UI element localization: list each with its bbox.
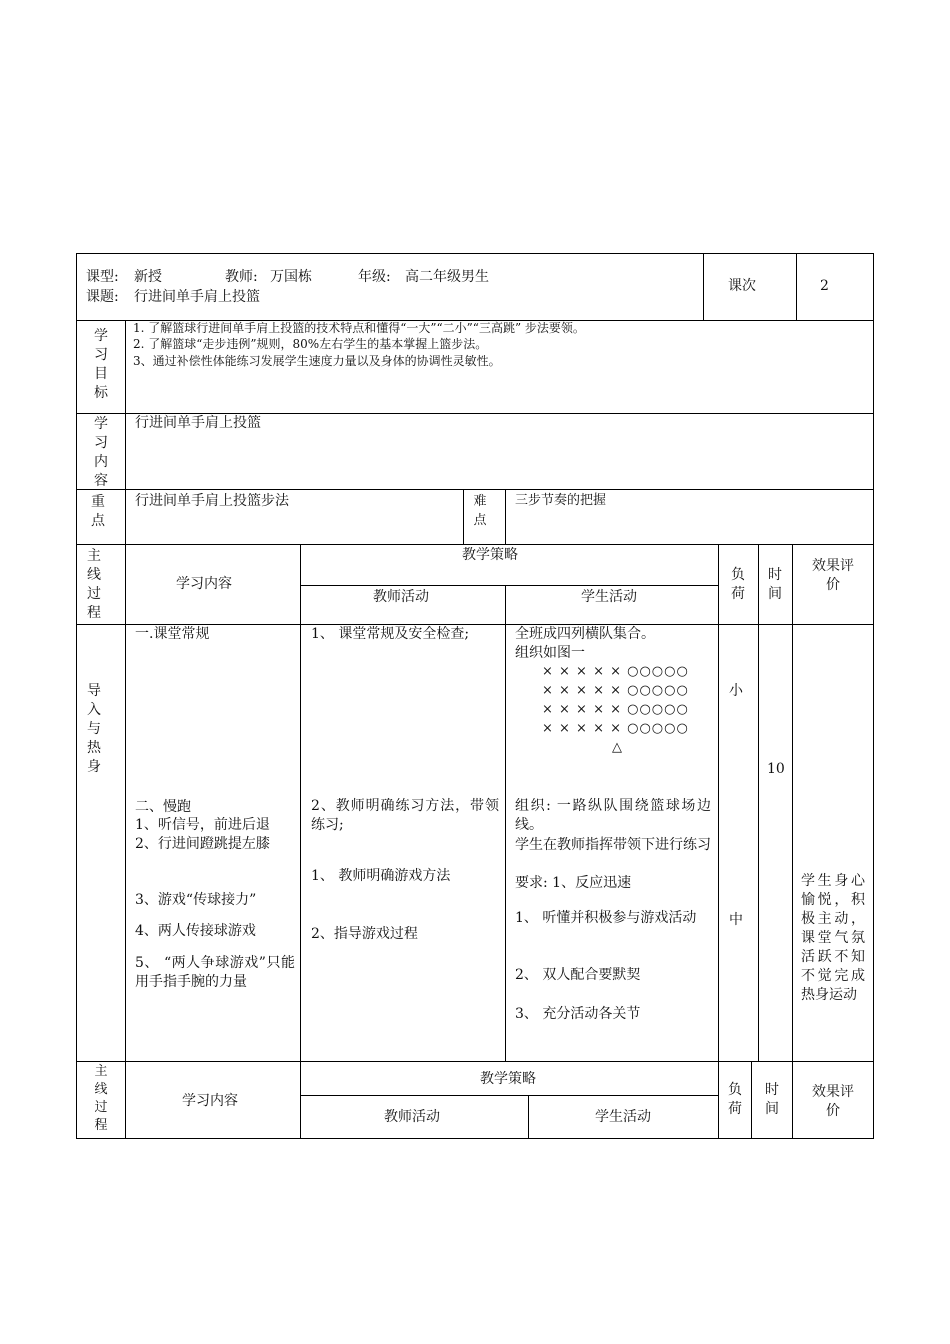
grade: 高二年级男生 bbox=[405, 269, 489, 285]
col-learning-content: 学习内容 bbox=[176, 576, 232, 592]
load-medium: 中 bbox=[729, 912, 743, 928]
student-activity-6: 1、 听懂并积极参与游戏活动 bbox=[515, 910, 697, 926]
col-evaluation: 效果评 价 bbox=[812, 558, 854, 593]
col-student-activity-repeat: 学生活动 bbox=[595, 1109, 651, 1125]
evaluation-text: 学生身心愉悦，积极主动，课堂气氛活跃不知不觉完成热身运动 bbox=[801, 873, 865, 1003]
col-student-activity: 学生活动 bbox=[581, 589, 637, 605]
student-activity-7: 2、 双人配合要默契 bbox=[515, 967, 641, 983]
grade-label: 年级: bbox=[358, 269, 391, 285]
teacher-label: 教师: bbox=[225, 269, 258, 285]
load-light: 小 bbox=[729, 683, 743, 699]
objective-item-3: 3、通过补偿性体能练习发展学生速度力量以及身体的协调性灵敏性。 bbox=[133, 354, 501, 368]
col-time-repeat: 时 间 bbox=[765, 1082, 779, 1117]
main-process-label-repeat: 主 线 过 程 bbox=[94, 1064, 108, 1133]
session-label: 课次 bbox=[728, 278, 756, 294]
key-points-text: 行进间单手肩上投篮步法 bbox=[135, 493, 289, 509]
warmup-content-2: 二、慢跑 bbox=[135, 799, 191, 815]
teacher-activity-2: 2、教师明确练习方法，带领练习; bbox=[311, 798, 499, 833]
warmup-content-5: 3、游戏“传球接力” bbox=[135, 892, 257, 908]
warmup-content-7: 5、 “两人争球游戏”只能用手指手腕的力量 bbox=[135, 955, 295, 990]
content-label: 学 习 内 容 bbox=[94, 416, 108, 489]
difficulty-label: 难 点 bbox=[473, 494, 487, 528]
student-activity-5: 要求: 1、反应迅速 bbox=[515, 875, 632, 891]
formation-row: × × × × × ○○○○○ bbox=[542, 664, 689, 679]
formation-row: × × × × × ○○○○○ bbox=[542, 721, 689, 736]
warmup-content-1: 一.课堂常规 bbox=[135, 626, 210, 642]
col-teacher-activity-repeat: 教师活动 bbox=[384, 1109, 440, 1125]
session-number: 2 bbox=[820, 278, 829, 294]
lesson-type: 新授 bbox=[134, 269, 162, 285]
student-activity-8: 3、 充分活动各关节 bbox=[515, 1006, 641, 1022]
objective-item-2: 2. 了解篮球“走步违例”规则，80%左右学生的基本掌握上篮步法。 bbox=[133, 337, 488, 351]
main-process-label: 主 线 过 程 bbox=[87, 548, 101, 621]
difficulty-text: 三步节奏的把握 bbox=[515, 493, 607, 508]
warmup-section-label: 导 入 与 热 身 bbox=[87, 683, 101, 775]
teacher-activity-4: 2、指导游戏过程 bbox=[311, 926, 418, 942]
warmup-content-3: 1、听信号，前进后退 bbox=[135, 817, 270, 833]
student-activity-4: 学生在教师指挥带领下进行练习 bbox=[515, 837, 711, 853]
col-teacher-activity: 教师活动 bbox=[373, 589, 429, 605]
topic: 行进间单手肩上投篮 bbox=[134, 289, 260, 305]
student-activity-1: 全班成四列横队集合。 bbox=[515, 626, 655, 642]
warmup-content-6: 4、两人传接球游戏 bbox=[135, 923, 256, 939]
student-activity-2: 组织如图一 bbox=[515, 645, 585, 661]
key-points-label: 重 点 bbox=[91, 494, 105, 529]
warmup-content-4: 2、行进间蹬跳提左膝 bbox=[135, 836, 270, 852]
col-learning-content-repeat: 学习内容 bbox=[182, 1093, 238, 1109]
objectives-label: 学 习 目 标 bbox=[94, 328, 108, 401]
formation-row: × × × × × ○○○○○ bbox=[542, 702, 689, 717]
formation-teacher-mark: △ bbox=[612, 740, 622, 755]
col-teaching-strategy: 教学策略 bbox=[462, 547, 518, 563]
col-load: 负 荷 bbox=[731, 567, 745, 602]
col-time: 时 间 bbox=[768, 567, 782, 602]
student-activity-3: 组织: 一路纵队围绕篮球场边线。 bbox=[515, 798, 711, 833]
time-minutes: 10 bbox=[767, 761, 785, 777]
col-load-repeat: 负 荷 bbox=[728, 1082, 742, 1117]
topic-label: 课题: bbox=[86, 289, 119, 305]
teacher-activity-1: 1、 课堂常规及安全检查; bbox=[311, 626, 470, 642]
objective-item-1: 1. 了解篮球行进间单手肩上投篮的技术特点和懂得“一大”“二小”“三高跳” 步法要领。 bbox=[133, 321, 585, 335]
col-evaluation-repeat: 效果评 价 bbox=[812, 1084, 854, 1119]
formation-row: × × × × × ○○○○○ bbox=[542, 683, 689, 698]
teacher-activity-3: 1、 教师明确游戏方法 bbox=[311, 868, 451, 884]
content-text: 行进间单手肩上投篮 bbox=[135, 415, 261, 431]
col-teaching-strategy-repeat: 教学策略 bbox=[480, 1071, 536, 1087]
lesson-type-label: 课型: bbox=[86, 269, 119, 285]
teacher-name: 万国栋 bbox=[270, 269, 312, 285]
